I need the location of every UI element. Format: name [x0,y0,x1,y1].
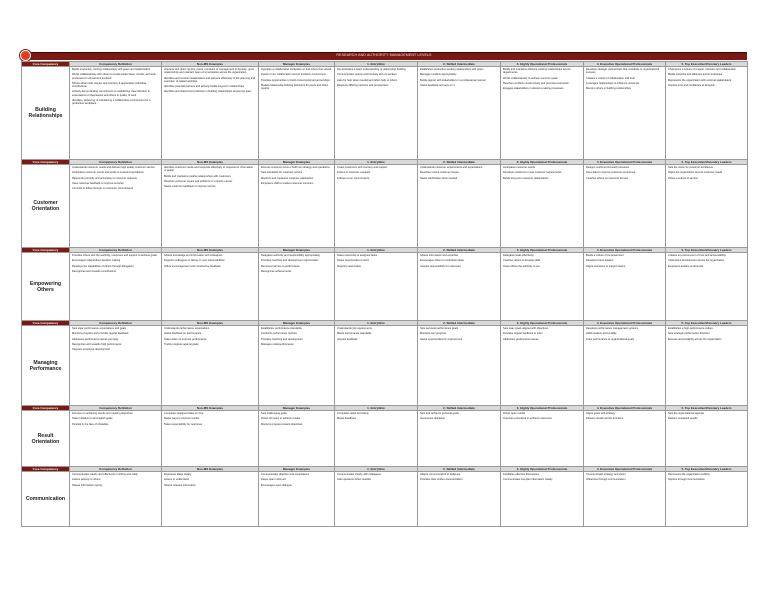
criteria-item: Sets and achieves personal goals [420,412,459,415]
criteria-item: Shows others with respect and courtesy & appreciates individual contributions [72,81,146,89]
column-header: 5. Top Executive/Visionary Leaders [666,160,748,165]
criteria-item: Represents the organization publicly [668,473,710,476]
criteria-item: Listens to understand [164,478,189,482]
criteria-item: Uses data to improve customer experience [586,171,636,175]
manager-examples-cell [259,253,335,321]
level-5-cell [666,67,748,160]
criteria-item: Addresses performance issues promptly [72,337,119,341]
criteria-item: Sets the vision for customer excellence [668,166,713,169]
document-title: RESEARCH AND AUTHORITY MANAGEMENT LEVELS [336,53,432,57]
column-header: 2. Skilled Intermediate [418,160,501,165]
criteria-item: Takes action to improve performance [164,337,207,341]
level-1-cell [335,411,418,467]
non-ms-examples-cell [162,326,259,406]
section-header-row [22,248,748,253]
manager-examples-cell [259,165,335,248]
column-header: Competency Definition [70,321,162,326]
criteria-item: Communicates openly and honestly with co-workers [337,73,397,77]
criteria-item: Monitors progress and provides regular feedback [72,332,129,336]
criteria-item: Responds promptly and accurately to customer requests [72,176,137,180]
column-header: Manager Examples [259,467,335,472]
criteria-item: Respects differing opinions and perspectives [337,83,389,87]
column-header: 1. Entry/Hire [335,62,418,67]
section-header-row [22,406,748,411]
level-2-cell [418,253,501,321]
column-header: Manager Examples [259,321,335,326]
column-header: Non-MS Examples [162,160,259,165]
level-5-cell [666,326,748,406]
competency-name: Customer Orientation [22,165,70,248]
column-header: 1. Entry/Hire [335,160,418,165]
criteria-item: Represents the organization with external stakeholders [668,78,732,82]
criteria-item: Anticipates customer needs [503,166,535,169]
column-header: Competency Definition [70,467,162,472]
criteria-item: Accepts responsibility for outcomes [420,264,461,268]
criteria-item: Links performance to organizational goals [586,337,635,341]
criteria-item: Interacts with direct reports, peers, members of management to develop, grow relationships and maintain open communication across the organization [164,68,254,75]
criteria-item: Inspires trust and confidence at all levels [668,83,715,87]
level-4-cell [584,326,666,406]
criteria-item: Recognizes achievements [261,269,292,273]
competency-row [22,411,748,467]
definition-cell [70,253,162,321]
criteria-item: Commits to follow through on customer commitments [72,187,134,191]
column-header: 1. Entry/Hire [335,406,418,411]
criteria-item: Aligns resources to support teams [586,264,626,268]
column-header: 5. Top Executive/Visionary Leaders [666,406,748,411]
column-header: 1. Entry/Hire [335,467,418,472]
criteria-item: Establishes productive working relationships with peers [420,68,484,71]
criteria-item: Provides others with the authority, resources and support to achieve goals [72,254,157,257]
criteria-item: Understands customer needs and delivers high quality customer service [72,166,155,169]
criteria-item: Persists in the face of obstacles [72,422,109,426]
criteria-item: Improves processes to enhance outcomes [503,417,552,421]
definition-cell [70,67,162,160]
level-1-cell [335,472,418,527]
criteria-item: Sets clear performance expectations and goals [72,327,127,330]
criteria-item: Accepts feedback [337,337,358,341]
criteria-item: Builds a culture of empowerment [586,254,624,257]
definition-cell [70,165,162,248]
criteria-item: Drives a culture of service [668,176,698,180]
criteria-item: Anticipates customer needs and works to exceed expectations [72,171,144,175]
criteria-item: Develops performance management systems [586,327,639,330]
column-header: 5. Top Executive/Visionary Leaders [666,467,748,472]
criteria-item: Meets performance standards [337,332,372,336]
criteria-item: Seeks clarification when needed [420,176,458,180]
level-4-cell [584,67,666,160]
level-2-cell [418,67,501,160]
criteria-item: Takes ownership of assigned tasks [337,254,378,257]
non-ms-examples-cell [162,253,259,321]
criteria-item: Aligns goals with strategy [586,412,616,415]
section-header-row [22,321,748,326]
manager-examples-cell [259,411,335,467]
criteria-item: Communicates clearly and effectively in writing and orally [72,473,138,476]
criteria-item: Resolves conflicts constructively and promotes teamwork [503,81,569,85]
column-header: Competency Definition [70,406,162,411]
criteria-item: Communicates clearly with colleagues [337,473,381,476]
level-2-cell [418,411,501,467]
criteria-item: Demonstrates a basic understanding of relationship building [337,68,406,71]
column-header: 2. Skilled Intermediate [418,406,501,411]
criteria-item: Encourages independent decision making [72,259,121,263]
criteria-item: Delivers sustained results [668,417,698,421]
criteria-item: Creates a culture of collaboration and trust [586,76,635,80]
criteria-item: Monitors progress toward objectives [261,422,303,426]
column-header: Competency Definition [70,248,162,253]
criteria-item: Identifies and involves stakeholders and partners effectively in the planning and execution of related activities [164,76,256,83]
column-header: 3. Highly Operational Professionals [501,160,584,165]
criteria-item: Understands performance expectations [164,327,210,330]
level-1-cell [335,67,418,160]
manager-examples-cell [259,472,335,527]
column-header: 4. Executive Operational Professionals [584,406,666,411]
column-header: 3. Highly Operational Professionals [501,321,584,326]
criteria-item: Encourages others to contribute ideas [420,259,464,263]
criteria-item: Aligns the organization around customer needs [668,171,723,175]
column-header: Core Competency [22,467,70,472]
criteria-item: Drives team results [503,412,526,415]
criteria-item: Expresses ideas clearly [164,473,192,476]
column-header: 1. Entry/Hire [335,248,418,253]
criteria-item: Supports employee development [72,348,110,352]
level-3-cell [501,411,584,467]
level-3-cell [501,326,584,406]
column-header: 2. Skilled Intermediate [418,248,501,253]
column-header: Core Competency [22,62,70,67]
definition-cell [70,326,162,406]
column-header: 3. Highly Operational Professionals [501,62,584,67]
criteria-item: Provides coaching and development [261,337,303,341]
criteria-item: Builds and maintains positive relationships with customers [164,174,231,178]
criteria-item: Leverages relationships to influence outcomes [586,81,640,85]
criteria-item: Champions a culture of respect, inclusion and collaboration [668,68,736,71]
criteria-item: Actively demonstrating commitment to establishing clear direction in expectations of themselves and others in quality of work [72,90,150,97]
criteria-item: Creates an environment of trust and accountability [668,254,726,257]
criteria-item: Drives the team to achieve results [261,417,301,421]
level-1-cell [335,326,418,406]
criteria-item: Facilitates effective discussions [503,473,540,476]
criteria-item: Communicates complex information clearly [503,478,553,482]
level-2-cell [418,472,501,527]
competency-row [22,326,748,406]
criteria-item: Shares information openly [72,483,103,487]
criteria-item: Identifies potential partners and actively builds long-term relationships [164,85,245,89]
non-ms-examples-cell [162,165,259,248]
criteria-item: Develops solutions to meet customer requirements [503,171,562,175]
column-header: Core Competency [22,248,70,253]
criteria-item: Works collaboratively to achieve common goals [503,76,558,80]
competency-row [22,472,748,527]
criteria-item: Develops future leaders [586,259,614,263]
criteria-item: Treats customers with courtesy and respect [337,166,388,169]
criteria-item: Sets team goals aligned with objectives [503,327,549,330]
criteria-item: Delegates authority and responsibility appropriately [261,254,320,257]
criteria-item: Recognizes and rewards high performance [72,342,122,346]
definition-cell [70,472,162,527]
column-header: 5. Top Executive/Visionary Leaders [666,62,748,67]
column-header: 1. Entry/Hire [335,321,418,326]
column-header: Core Competency [22,406,70,411]
criteria-item: Gives others the authority to act [503,264,540,268]
column-header: 4. Executive Operational Professionals [584,160,666,165]
competency-name: Communication [22,472,70,527]
criteria-item: Fosters trust, collaboration and an inclusive environment [261,73,326,77]
manager-examples-cell [259,67,335,160]
criteria-item: Understands customer requirements and expectations [420,166,483,169]
criteria-item: Identifies, delivering, & maintaining a collaborative environment for a productive workplace [72,99,151,106]
non-ms-examples-cell [162,411,259,467]
competency-row [22,67,748,160]
competency-matrix [21,61,748,527]
criteria-item: Conducts performance reviews [261,332,297,336]
criteria-item: Focuses on achieving results and meeting objectives [72,412,133,415]
level-4-cell [584,253,666,321]
column-header: Non-MS Examples [162,62,259,67]
criteria-item: Ensures accountability across the organization [668,337,722,341]
level-2-cell [418,165,501,248]
criteria-item: Develops the capabilities of others through delegation [72,264,134,268]
column-header: Non-MS Examples [162,248,259,253]
definition-cell [70,411,162,467]
criteria-item: Seeks feedback and acts on it [420,83,455,87]
level-3-cell [501,253,584,321]
criteria-item: Takes initiative to accomplish goals [72,417,113,421]
column-header: 2. Skilled Intermediate [418,467,501,472]
level-4-cell [584,472,666,527]
criteria-item: Sets challenging goals [261,412,287,415]
level-5-cell [666,165,748,248]
criteria-item: Seeks opportunities for improvement [420,337,463,341]
criteria-item: Listens actively to others [72,478,101,482]
criteria-item: Provides clear written documentation [420,478,463,482]
criteria-item: Sets personal performance goals [420,327,459,330]
criteria-item: Communicates strategy and vision [586,473,626,476]
level-5-cell [666,253,748,321]
section-header-row [22,62,748,67]
criteria-item: Operates a collaborative workplace so that others feel valued [261,68,332,71]
level-2-cell [418,326,501,406]
column-header: 5. Top Executive/Visionary Leaders [666,248,748,253]
competency-name: Empowering Others [22,253,70,321]
criteria-item: Meets deadlines [337,417,356,421]
criteria-item: Develops strategic partnerships that contribute to organizational success [586,68,660,75]
column-header: 3. Highly Operational Professionals [501,467,584,472]
criteria-item: Encourages open dialogue [261,483,292,487]
criteria-item: Listens to customer requests [337,171,371,175]
column-header: Non-MS Examples [162,321,259,326]
criteria-item: Manages conflicts appropriately [420,73,457,77]
column-header: 2. Skilled Intermediate [418,321,501,326]
level-4-cell [584,165,666,248]
criteria-item: Establishes performance standards [261,327,302,330]
column-header: 4. Executive Operational Professionals [584,321,666,326]
criteria-item: Inspires through communication [668,478,705,482]
criteria-item: Builds productive, trusting relationships with peers and stakeholders [72,68,150,71]
column-header: Manager Examples [259,160,335,165]
column-header: 4. Executive Operational Professionals [584,248,666,253]
column-header: Manager Examples [259,248,335,253]
criteria-item: Designs customer-focused processes [586,166,630,169]
criteria-item: Shares knowledge and information with colleagues [164,254,223,257]
level-3-cell [501,165,584,248]
criteria-item: Uses customer feedback to improve services [72,181,124,185]
criteria-item: Takes responsibility for outcomes [164,422,203,426]
criteria-item: Builds long-term customer relationships [503,176,549,180]
non-ms-examples-cell [162,67,259,160]
criteria-item: Manages underperformance [261,342,294,346]
criteria-item: Sets standards for customer service [261,171,303,175]
criteria-item: Removes barriers to performance [261,264,300,268]
competency-name: Building Relationships [22,67,70,160]
criteria-item: Provides coaching and development opportunities [261,259,319,263]
criteria-item: Resolves customer issues and problems in a timely manner [164,179,233,183]
criteria-item: Provides regular feedback to team [503,332,543,336]
competency-name: Result Orientation [22,411,70,467]
criteria-item: Influences through communication [586,478,626,482]
criteria-item: Resolves routine customer issues [420,171,459,175]
criteria-item: Coaches others on customer service [586,176,629,180]
criteria-item: Provides opportunities to build cross-functional partnerships [261,78,330,82]
criteria-item: Addresses performance issues [503,337,539,341]
non-ms-examples-cell [162,472,259,527]
criteria-item: Models relationship-building behaviors for peers and direct reports [261,83,329,91]
criteria-item: Identifies customer needs and responds effectively to requests for information or action [164,166,254,173]
criteria-item: Adapts communication to audience [420,473,461,476]
criteria-item: Understands job requirements [337,327,372,330]
criteria-item: Mentors others in building relationships [586,87,631,91]
criteria-item: Supports teammates [337,264,361,268]
column-header: Non-MS Examples [162,406,259,411]
competency-name: Managing Performance [22,326,70,406]
criteria-item: Shares relevant information [164,483,196,487]
level-3-cell [501,67,584,160]
manager-examples-cell [259,326,335,406]
level-1-cell [335,165,418,248]
competency-row [22,253,748,321]
criteria-item: Identifies and shares best practices in building relationships across the team [164,90,252,94]
column-header: Competency Definition [70,62,162,67]
criteria-item: Overcomes obstacles [420,417,445,421]
criteria-item: Sets strategic performance direction [668,332,710,336]
competency-row [22,165,748,248]
criteria-item: Delivers results across functions [586,417,624,421]
column-header: 3. Highly Operational Professionals [501,406,584,411]
criteria-item: Champions development across the organization [668,259,725,263]
column-header: 4. Executive Operational Professionals [584,62,666,67]
level-1-cell [335,253,418,321]
criteria-item: Asks for help when needed and offers help to others [337,78,397,82]
column-header: Competency Definition [70,160,162,165]
column-header: Manager Examples [259,62,335,67]
column-header: Core Competency [22,160,70,165]
criteria-item: Builds networks and alliances across industries [668,73,723,77]
criteria-item: Seeks feedback on performance [164,332,202,336]
criteria-item: Empowers staff to resolve customer concerns [261,181,314,185]
criteria-item: Monitors and measures customer satisfaction [261,176,314,180]
criteria-item: Shares information and expertise [420,254,459,257]
criteria-item: Sets the organizational agenda [668,412,704,415]
criteria-item: Seeks opportunities to learn [337,259,370,263]
criteria-item: Completes assigned tasks on time [164,412,204,415]
level-4-cell [584,411,666,467]
criteria-item: Recognizes and rewards contributions [72,269,116,273]
column-header: 5. Top Executive/Visionary Leaders [666,321,748,326]
criteria-item: Holds leaders accountable [586,332,617,336]
criteria-item: Tracks progress against goals [164,342,199,346]
criteria-item: Delegates tasks effectively [503,254,534,257]
section-header-row [22,160,748,165]
column-header: Non-MS Examples [162,467,259,472]
column-header: Manager Examples [259,406,335,411]
criteria-item: Asks questions when needed [337,478,371,482]
criteria-item: Monitors own progress [420,332,447,336]
column-header: 3. Highly Operational Professionals [501,248,584,253]
criteria-item: Establishes a high-performance culture [668,327,713,330]
criteria-item: Supports colleagues in taking on new responsibilities [164,259,225,263]
criteria-item: Engages stakeholders in decision-making processes [503,87,564,91]
criteria-item: Works collaboratively with others to create better ideas, results, and work processes for all partners involved [72,73,156,80]
criteria-item: Coaches others to develop skills [503,259,541,263]
criteria-item: Communicates direction and expectations [261,473,310,476]
column-header: 2. Skilled Intermediate [418,62,501,67]
level-3-cell [501,472,584,527]
criteria-item: Seeks ways to improve results [164,417,200,421]
section-header-row [22,467,748,472]
criteria-item: Empowers leaders at all levels [668,264,704,268]
criteria-item: Follows up on commitments [337,176,370,180]
criteria-item: Builds rapport with stakeholders in a professional manner [420,78,486,82]
criteria-item: Completes tasks accurately [337,412,369,415]
level-5-cell [666,411,748,467]
level-5-cell [666,472,748,527]
column-header: Core Competency [22,321,70,326]
column-header: 4. Executive Operational Professionals [584,467,666,472]
criteria-item: Seeks customer feedback to improve service [164,185,216,189]
criteria-item: Ensures customer focus is built into strategy and operations [261,166,330,169]
criteria-item: Keeps team informed [261,478,286,482]
criteria-item: Builds and maintains effective working relationships across departments [503,68,571,75]
criteria-item: Offers encouragement and constructive feedback [164,264,221,268]
